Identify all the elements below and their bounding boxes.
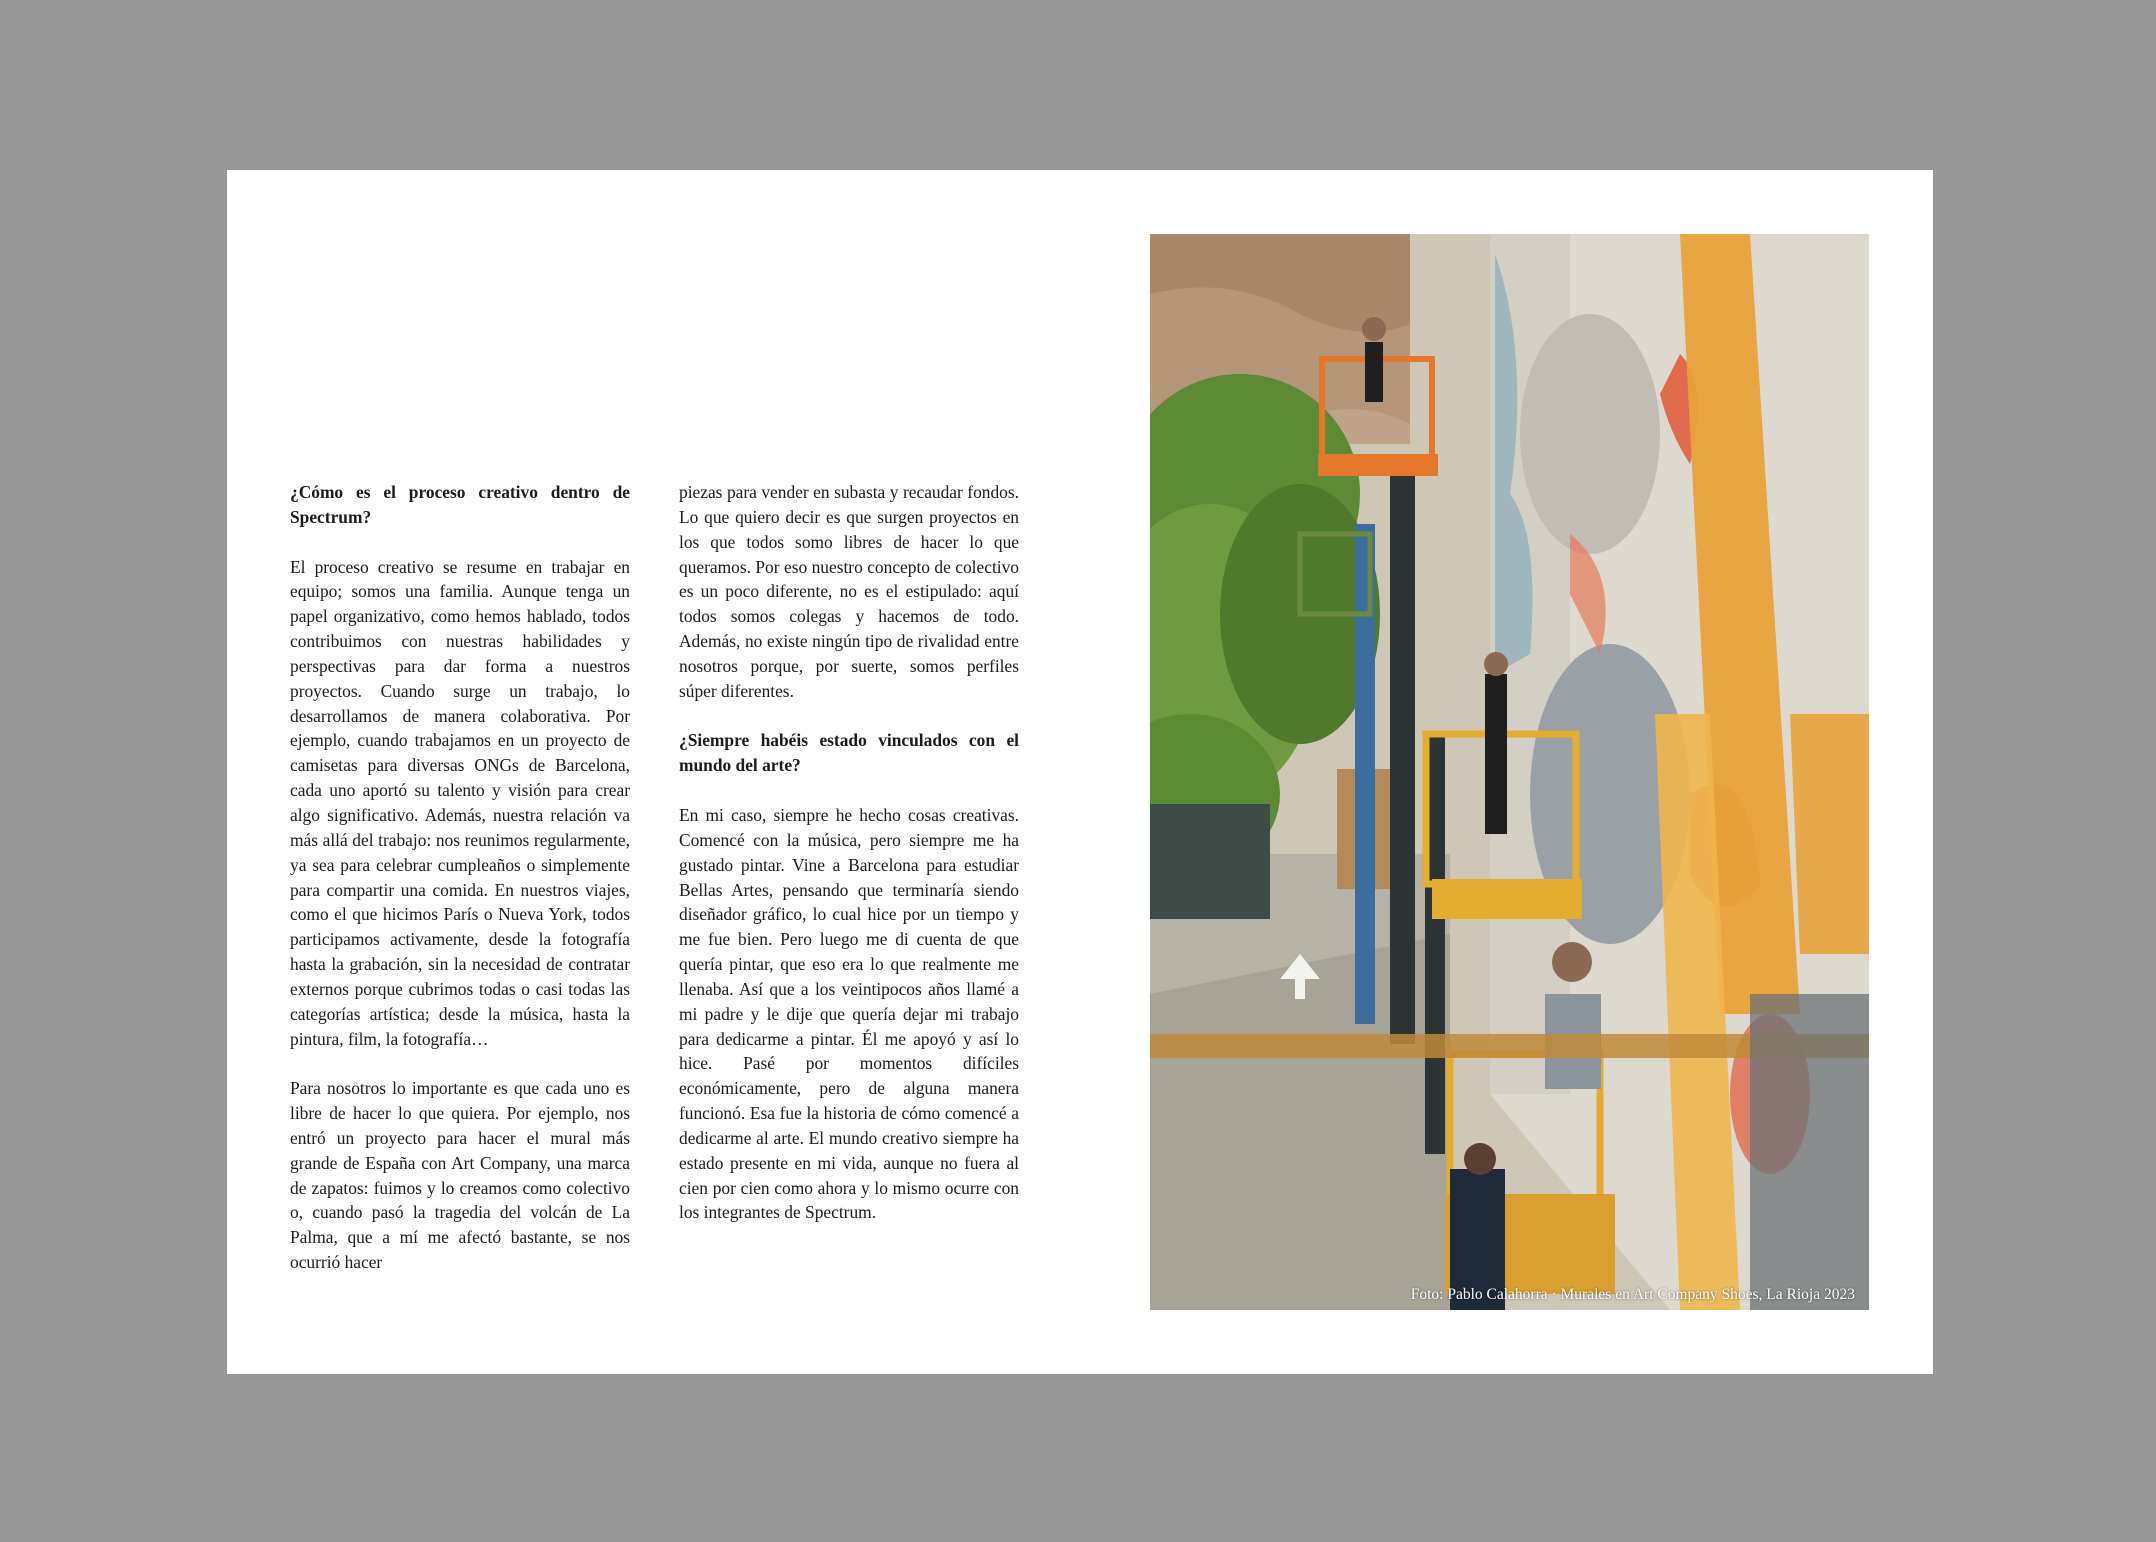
answer-paragraph: Para nosotros lo importante es que cada uno es libre de hacer lo que quiera. Por ejemplo, nos entró un proyecto para hacer el mural más grande de España con Art Company, una marca de zapatos: fuimos y lo creamos como colectivo o, cuando pasó la tragedia del volcán de La Palma, que a mí me afectó bastante, se nos ocurrió hacer: [290, 1078, 630, 1273]
mural-photo: [1150, 234, 1869, 1310]
photo-caption: Foto: Pablo Calahorra · Murales en Art Company Shoes, La Rioja 2023: [1410, 1286, 1855, 1303]
text-column-left: [290, 480, 630, 1275]
answer-paragraph: piezas para vender en subasta y recaudar fondos. Lo que quiero decir es que surgen proyectos en los que todos somo libres de hacer lo que queramos. Por eso nuestro concepto de colectivo es un poco diferente, no es el estipulado: aquí todos somos colegas y hacemos de todo. Además, no existe ningún tipo de rivalidad entre nosotros porque, por suerte, somos perfiles súper diferentes.: [679, 482, 1019, 701]
answer-paragraph: El proceso creativo se resume en trabajar en equipo; somos una familia. Aunque tenga un papel organizativo, como hemos hablado, todos contribuimos con nuestras habilidades y perspectivas para dar forma a nuestros proyectos. Cuando surge un trabajo, lo desarrollamos de manera colaborativa. Por ejemplo, cuando trabajamos en un proyecto de camisetas para diversas ONGs de Barcelona, cada uno aportó su talento y visión para crear algo significativo. Además, nuestra relación va más allá del trabajo: nos reunimos regularmente, ya sea para celebrar cumpleaños o simplemente para compartir una comida. En nuestros viajes, como el que hicimos París o Nueva York, todos participamos activamente, desde la fotografía hasta la grabación, sin la necesidad de contratar externos porque cubrimos todas o casi todas las categorías artística; desde la música, hasta la pintura, film, la fotografía…: [290, 556, 630, 1049]
text-column-middle: [679, 480, 1019, 1225]
magazine-spread: [227, 170, 1933, 1374]
question-heading: ¿Siempre habéis estado vinculados con el mundo del arte?: [679, 730, 1019, 776]
answer-paragraph: En mi caso, siempre he hecho cosas creativas. Comencé con la música, pero siempre me ha gustado pintar. Vine a Barcelona para estudiar Bellas Artes, pensando que terminaría siendo diseñador gráfico, lo cual hice por un tiempo y me fue bien. Pero luego me di cuenta de que quería pintar, que eso era lo que realmente me llenaba. Así que a los veintipocos años llamé a mi padre y le dije que quería dejar mi trabajo para dedicarme a pintar. Él me apoyó y así lo hice. Pasé por momentos difíciles económicamente, pero de alguna manera funcionó. Esa fue la historia de cómo comencé a dedicarme al arte. El mundo creativo siempre ha estado presente en mi vida, aunque no fuera al cien por cien como ahora y lo mismo ocurre con los integrantes de Spectrum.: [679, 804, 1019, 1223]
mural-photo-illustration: [1150, 234, 1869, 1310]
question-heading: ¿Cómo es el proceso creativo dentro de Spectrum?: [290, 482, 630, 527]
